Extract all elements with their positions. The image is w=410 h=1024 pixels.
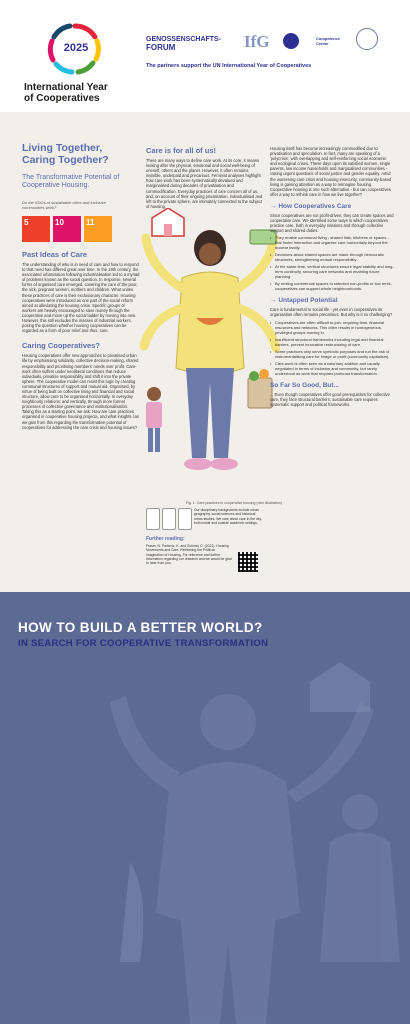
illustration-house-icon [152,208,184,236]
decorative-figures-icon [110,662,410,1024]
care-for-all-text: There are many ways to define care work. At its core, it means looking after the physical, emotional and social well-being of oneself, others and the planet. However, it often remains invisible, underpaid and precarious. Feminist analyses highlight how care work has been systematically devalued and marginalised during decades of privatisation and commodification. Everyday practices of care concern all of us, and, on account of their ongoing privatisation, individualised and left to the private sphere, are intimately connected to the subject of housing. [146,158,263,209]
list-item: • Cooperatives are often difficult to join, requiring time, financial resources and networks. This often results in homogeneous, privileged groups moving in. [270,320,394,335]
author-portrait [178,508,192,530]
right-column [270,146,394,407]
cc-line-1: Competence [316,36,341,41]
gf-top: GENOSSENSCHAFTS- [146,36,222,43]
untapped-potential-label: Untapped Potential [278,297,338,305]
care-illustration [140,208,280,498]
caring-cooperatives-text: Housing cooperatives offer new approaches to privatised urban life by emphasising solidarity, collective decision-making, shared responsibility and prioritising members' needs over profit. Care-work often suffers under neoliberal conditions that reduce individuals, privatise responsibility and shift it into the private sphere. The cooperative model can resist this logic by creating communal structures of support and mutual aid. Organised, by virtue of being built on collective living and financial and social structure, allow care to be organised horizontally. In everyday neighbourly relations; and vertically, through more formal processes of collective governance and institutionalisation. Taking this as a starting point, we ask: How are care practices organised in cooperative housing projects, and what insights can we gain from this regarding the transformative potential of cooperatives for addressing the care crisis and housing issues? [22,353,140,430]
arrow-right-icon: → [270,297,279,305]
genossenschaftsforum-logo [146,36,221,52]
untapped-potential-text: Care is fundamental to social life - yet even in cooperatives its organisation often remains precarious. But why is it so challenging? [270,307,393,318]
how-cooperatives-care-text: Since cooperatives are not profit-driven, they can create spaces and cooperative care. We identified some ways in which cooperatives practice care, both in everyday relations and through collective support and shared duties: [270,212,394,234]
banner-subtitle: IN SEARCH FOR COOPERATIVE TRANSFORMATION [18,638,269,649]
so-far-so-good-text: ... Even though cooperatives offer good prerequisites for collective care, they face structural barriers; sustainable care requires systematic support and political frameworks. [270,391,390,407]
poster-body [0,112,410,592]
poster-title [22,142,140,166]
arrow-right-icon: → [270,202,279,210]
how-cooperatives-care-title [270,203,394,210]
university-seal-icon [356,28,378,50]
list-item: • Insufficient structural frameworks including legal and financial barriers, prevent innovative restructuring of care. [270,337,394,347]
sdg-badge-11: 11 [84,216,112,242]
iyc-title [24,82,134,104]
care-for-all-title: Care is for all of us! [146,146,217,155]
illustration-figure [144,230,279,470]
cc-line-2: Center [316,41,329,46]
iyc-title-line-2: of Cooperatives [24,93,100,104]
how-cooperatives-care-list [270,235,394,291]
ifg-logo: IfG [244,32,270,51]
author-portraits [146,508,192,530]
qr-code-icon[interactable] [238,552,258,572]
poster-subtitle: The Transformative Potential of Cooperative Housing. [22,174,120,189]
past-ideas-title: Past Ideas of Care [22,250,88,259]
handwritten-note: Do the SDGs of sustainable cities and inclusive communities work? [22,200,106,210]
authors-text: Our disciplinary backgrounds include urban geography, social sciences and historical urban studies. We care about care in the city, both inside and outside academic settings. [194,508,262,525]
illustration-shopping-bag-icon [248,369,272,408]
list-item: • Care-work is often seen as a voluntary addition and usually negotiated in terms of inclusion and community, but rarely understood as work that requires profound transformation. [270,361,394,376]
iyc-logo [30,20,122,90]
untapped-potential-title [270,297,394,304]
past-ideas-text: The understanding of who is in need of care and how to respond to that need has differed great over time. In the 19th century, the associated urbanisation following industrialisation led to a myriad of problems known as the social question. In response, several forms of organised care emerged, covering the care of the poor, the sick, pregnant women, mothers and children. What unites these practices of care is their exclusionary character. Housing cooperatives were introduced as one part of the social reform aimed at alleviating the housing crisis. Specific groups of workers are heavily encouraged to save money through the cooperative and move up the social ladder by moving into new. However, this still excludes the masses of industrial workers, posing the question whether housing cooperatives can be regarded as a form of poor relief and thus, care. [22,262,140,334]
banner-title: HOW TO BUILD A BETTER WORLD? [18,620,263,635]
gf-bottom: FORUM [146,43,176,52]
ifg-mark-icon [283,33,299,49]
author-portrait [162,508,176,530]
middle-column [146,146,264,209]
further-reading-text: Fraser, N. Pavlovic, K. and Schmid, C. (2021). Housing Movements and Care. Rethinking the Political Imagination of Housing. For reference and further information regarding our research and we would be glad to hear from you. [146,544,232,566]
so-far-so-good-title: So Far So Good, But... [270,381,339,389]
left-column [22,142,140,430]
further-reading [146,508,262,565]
author-portrait [146,508,160,530]
list-item: • They enable communal living - shared flats, kitchens or spaces - that foster interaction and organise care horizontally beyond the nuclear family. [270,235,394,250]
further-reading-title: Further reading: [146,536,185,542]
sdg-badges [22,216,140,242]
bottom-banner [0,592,410,1024]
list-item: • By renting commercial spaces to selected non-profits or low rents, cooperatives can support whole neighbourhoods. [270,281,394,291]
sdg-badge-5: 5 [22,216,50,242]
iyc-title-line-1: International Year [24,82,108,93]
list-item: • Some practices only serve symbolic purposes and run the risk of instrumentalising care for image or profit (community capitalism). [270,349,394,359]
competence-center-logo [316,36,350,46]
untapped-potential-list [270,320,394,376]
illustration-child [146,387,162,452]
right-intro-text: Housing itself has become increasingly commodified due to privatisation and speculation. In fact, many are speaking of a 'polycrisis', with overlapping and self-reinforcing social economic and ecological crises. These days upon its satisfied women, single parents, low income households and marginalised communities - raising urgent questions of social justice and gender equality. Amid the worsening care crisis and housing insecurity, community-based living is gaining attention as a way to reimagine housing. Cooperative housing is one such alternative - but can cooperatives offer a way to rethink care in how we live together? [270,146,392,197]
list-item: • At the same time, vertical structures ensure legal stability and long-term continuity, securing care networks and enabling future planning. [270,264,394,279]
poster-title-line-2: Caring Together? [22,154,109,166]
partners-statement: The partners support the UN International Year of Cooperatives [146,63,312,69]
sdg-badge-10: 10 [53,216,81,242]
poster-title-line-1: Living Together, [22,142,103,154]
logo-year: 2025 [63,42,89,54]
header [0,0,410,112]
how-cooperatives-care-label: How Cooperatives Care [278,202,352,210]
caring-cooperatives-title: Caring Cooperatives? [22,341,100,351]
list-item: • Decisions about shared spaces are made through democratic structures, strengthening mutual responsibility. [270,252,394,262]
figure-caption: Fig. 1: Care-practices in cooperative housing (own illustration) [186,501,282,505]
